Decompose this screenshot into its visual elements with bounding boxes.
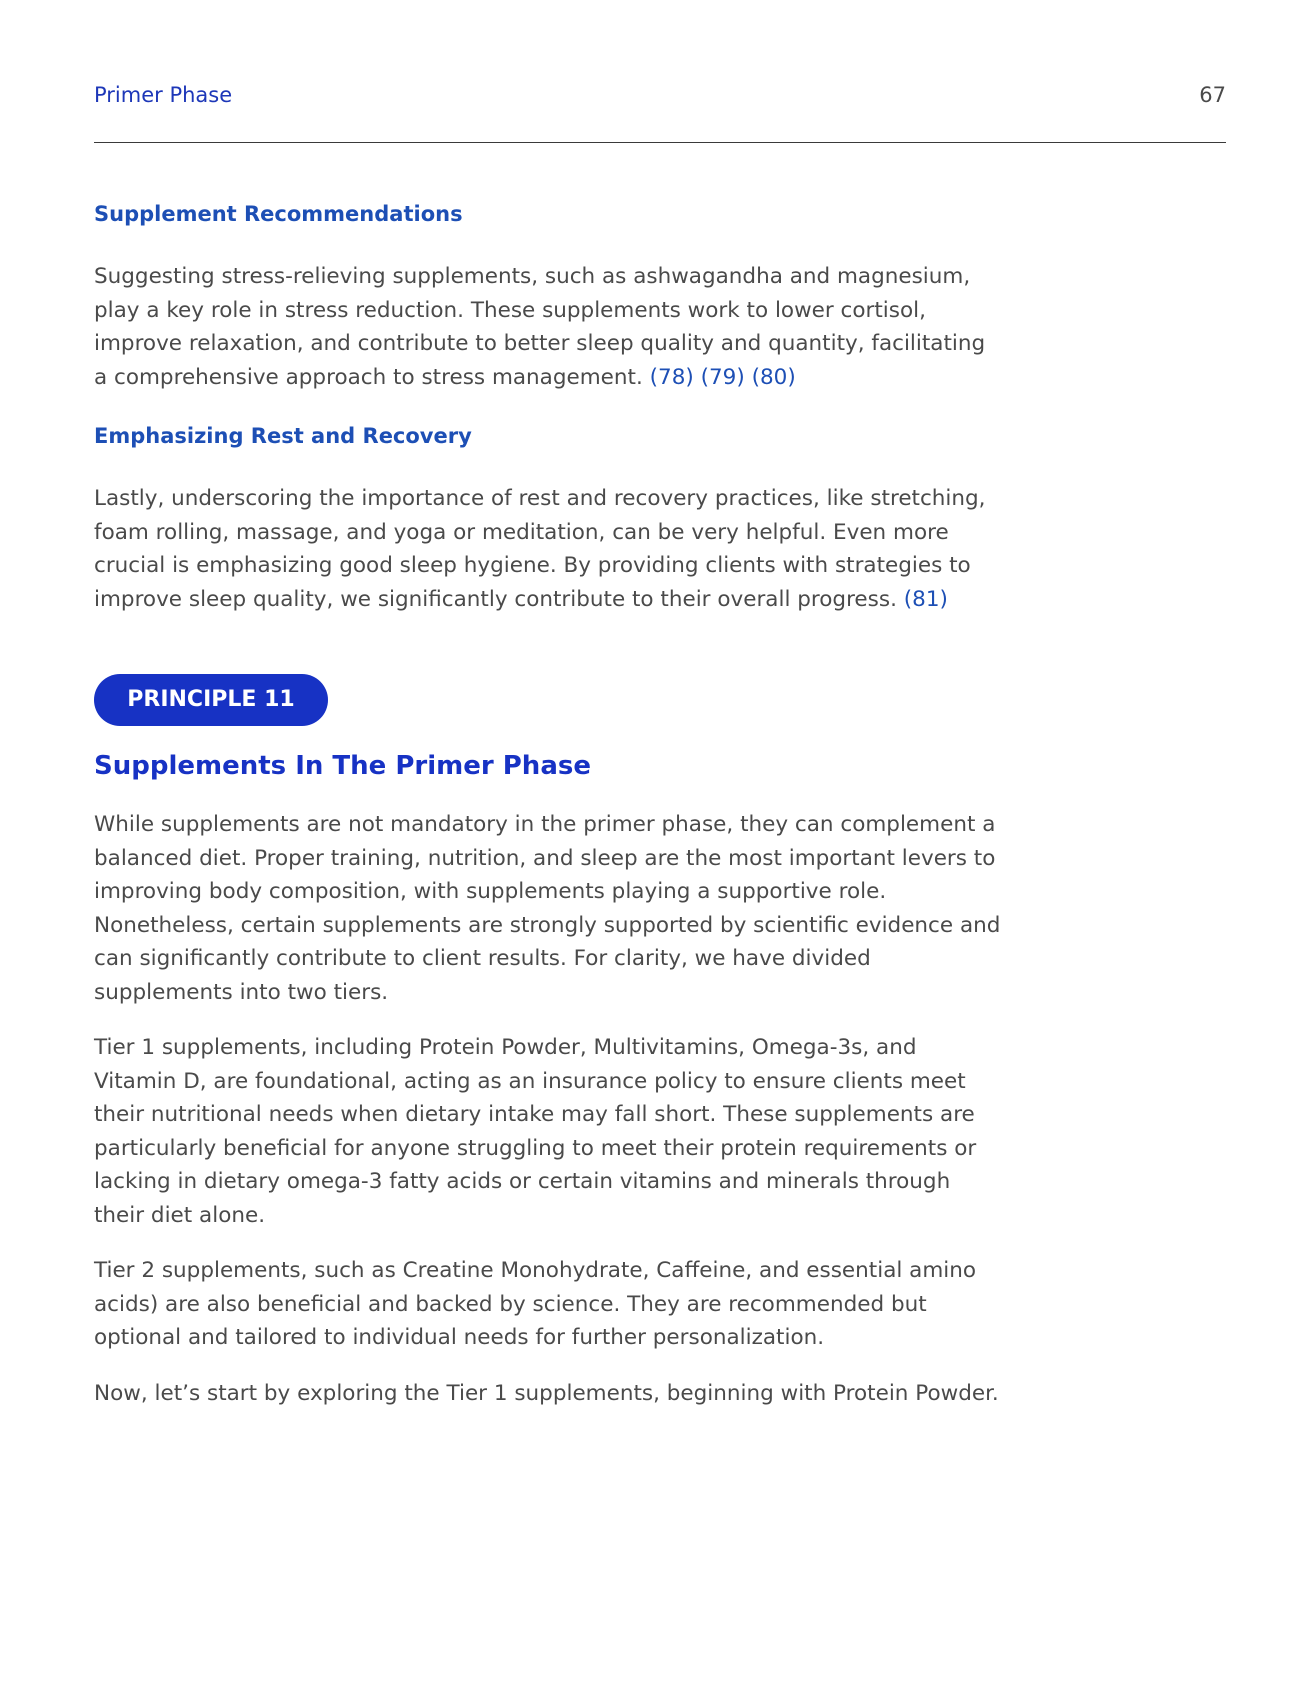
- supplement-recommendations-paragraph: [94, 260, 1004, 394]
- body-paragraph: Tier 2 supplements, such as Creatine Monohydrate, Caffeine, and essential amino acids) are also beneficial and backed by science. They are recommended but optional and tailored to individual needs for further personalization.: [94, 1258, 977, 1350]
- body-paragraph: While supplements are not mandatory in the primer phase, they can complement a balanced diet. Proper training, nutrition, and sleep are the most important levers to improving body composition, with supplements playing a supportive role. Nonetheless, certain supplements are strongly supported by scientific evidence and can significantly contribute to client results. For clarity, we have divided supplements into two tiers.: [94, 812, 1001, 1005]
- body-paragraph: Now, let’s start by exploring the Tier 1 supplements, beginning with Protein Powder.: [94, 1380, 999, 1406]
- body-paragraph: Tier 1 supplements, including Protein Powder, Multivitamins, Omega-3s, and Vitamin D, are foundational, acting as an insurance policy to ensure clients meet their nutritional needs when dietary intake may fall short. These supplements are particularly beneficial for anyone struggling to meet their protein requirements or lacking in dietary omega-3 fatty acids or certain vitamins and minerals through their diet alone.: [94, 1035, 977, 1228]
- rest-recovery-text: Lastly, underscoring the importance of rest and recovery practices, like stretching, foam rolling, massage, and yoga or meditation, can be very helpful. Even more crucial is emphasizing good sleep hygiene. By providing clients with strategies to improve sleep quality, we significantly contribute to their overall progress.: [94, 486, 986, 612]
- supplement-recommendations-text: Suggesting stress-relieving supplements, such as ashwagandha and magnesium, play a key role in stress reduction. These supplements work to lower cortisol, improve relaxation, and contribute to better sleep quality and quantity, facilitating a comprehensive approach to stress management.: [94, 264, 986, 390]
- citation-link[interactable]: (78) (79) (80): [649, 364, 796, 390]
- page-header: [94, 80, 1226, 143]
- citation-link[interactable]: (81): [903, 586, 948, 612]
- rest-recovery-paragraph: [94, 482, 1004, 616]
- principle-badge: PRINCIPLE 11: [94, 674, 328, 726]
- supplement-recommendations-heading: Supplement Recommendations: [94, 202, 463, 226]
- section-title: Supplements In The Primer Phase: [94, 751, 591, 781]
- page-content: [94, 194, 1004, 1432]
- rest-recovery-heading: Emphasizing Rest and Recovery: [94, 424, 472, 448]
- page-number: 67: [1199, 83, 1226, 107]
- running-title: Primer Phase: [94, 83, 233, 107]
